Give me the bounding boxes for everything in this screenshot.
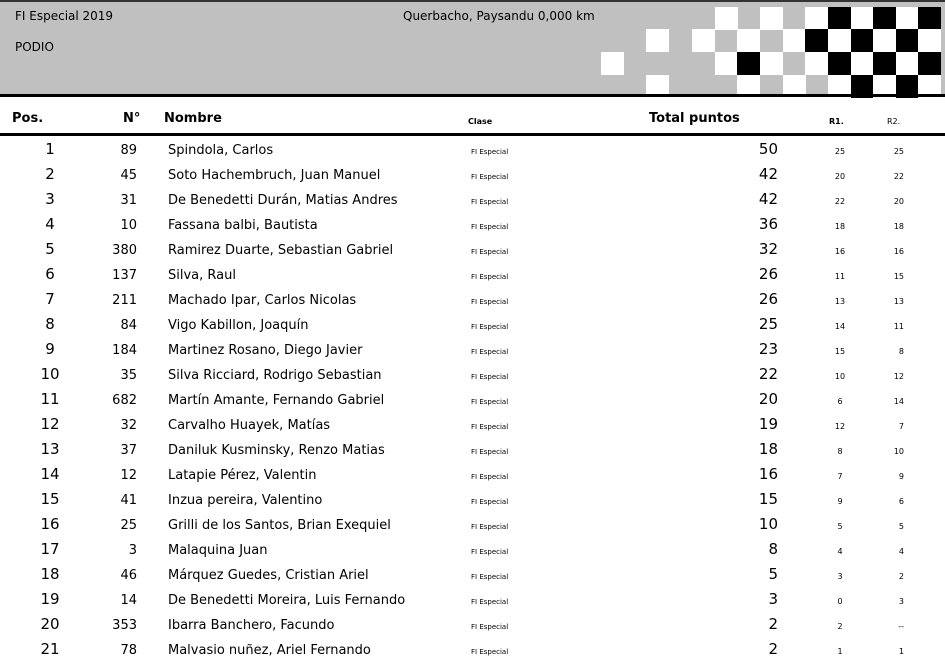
col-r2: R2. bbox=[887, 117, 901, 126]
cell-total: 3 bbox=[768, 590, 778, 608]
cell-clase: FI Especial bbox=[471, 173, 509, 181]
cell-r2: 18 bbox=[893, 222, 904, 231]
cell-clase: FI Especial bbox=[471, 223, 509, 231]
checker-black-square bbox=[828, 7, 851, 30]
cell-num: 46 bbox=[120, 568, 137, 583]
cell-r1: 7 bbox=[837, 472, 843, 481]
cell-r1: 16 bbox=[834, 247, 846, 256]
cell-num: 137 bbox=[112, 268, 137, 283]
checker-white-square bbox=[737, 29, 760, 52]
cell-r2: 2 bbox=[898, 572, 904, 581]
checker-white-square bbox=[601, 52, 624, 75]
checker-black-square bbox=[737, 52, 760, 75]
cell-clase: FI Especial bbox=[471, 248, 509, 256]
cell-r2: 11 bbox=[893, 322, 904, 331]
cell-r1: 14 bbox=[834, 322, 846, 331]
cell-clase: FI Especial bbox=[471, 298, 509, 306]
cell-r1: 10 bbox=[834, 372, 846, 381]
table-row bbox=[0, 540, 945, 571]
cell-clase: FI Especial bbox=[471, 498, 509, 506]
table-row bbox=[0, 315, 945, 346]
checker-white-square bbox=[896, 52, 919, 75]
cell-name: Silva Ricciard, Rodrigo Sebastian bbox=[168, 368, 382, 383]
cell-pos: 10 bbox=[40, 365, 60, 383]
cell-clase: FI Especial bbox=[471, 648, 509, 656]
cell-name: Ramirez Duarte, Sebastian Gabriel bbox=[168, 243, 394, 258]
checker-white-square bbox=[805, 52, 828, 75]
checker-black-square bbox=[828, 52, 851, 75]
report-header bbox=[0, 0, 945, 94]
cell-name: De Benedetti Moreira, Luis Fernando bbox=[168, 593, 406, 608]
cell-name: Soto Hachembruch, Juan Manuel bbox=[168, 168, 381, 183]
cell-num: 353 bbox=[112, 618, 137, 633]
checker-white-square bbox=[896, 7, 919, 30]
table-row bbox=[0, 240, 945, 271]
cell-total: 19 bbox=[758, 415, 778, 433]
checker-white-square bbox=[918, 29, 941, 52]
cell-num: 211 bbox=[112, 293, 137, 308]
cell-r1: 15 bbox=[834, 347, 846, 356]
cell-r1: 13 bbox=[834, 297, 846, 306]
checker-black-square bbox=[805, 29, 828, 52]
cell-total: 26 bbox=[758, 265, 778, 283]
cell-r2: 1 bbox=[898, 647, 904, 656]
checker-white-square bbox=[715, 7, 738, 30]
cell-name: Spindola, Carlos bbox=[168, 143, 274, 158]
cell-total: 10 bbox=[758, 515, 778, 533]
cell-clase: FI Especial bbox=[471, 423, 509, 431]
cell-pos: 8 bbox=[45, 315, 55, 333]
cell-pos: 4 bbox=[45, 215, 55, 233]
cell-pos: 13 bbox=[40, 440, 60, 458]
cell-num: 45 bbox=[120, 168, 137, 183]
cell-clase: FI Especial bbox=[471, 198, 509, 206]
cell-total: 18 bbox=[758, 440, 778, 458]
table-row bbox=[0, 615, 945, 646]
checker-white-square bbox=[646, 29, 669, 52]
cell-name: De Benedetti Durán, Matias Andres bbox=[168, 193, 398, 208]
cell-pos: 6 bbox=[45, 265, 55, 283]
table-header-divider bbox=[0, 133, 945, 136]
cell-name: Márquez Guedes, Cristian Ariel bbox=[168, 568, 369, 583]
table-row bbox=[0, 465, 945, 496]
cell-clase: FI Especial bbox=[471, 348, 509, 356]
cell-r1: 20 bbox=[834, 172, 846, 181]
cell-pos: 16 bbox=[40, 515, 60, 533]
checker-black-square bbox=[918, 52, 941, 75]
cell-name: Machado Ipar, Carlos Nicolas bbox=[168, 293, 357, 308]
cell-name: Malvasio nuñez, Ariel Fernando bbox=[168, 643, 371, 658]
table-row bbox=[0, 640, 945, 671]
cell-r1: 22 bbox=[834, 197, 846, 206]
cell-total: 8 bbox=[768, 540, 778, 558]
table-row bbox=[0, 190, 945, 221]
checker-white-square bbox=[873, 29, 896, 52]
checker-white-square bbox=[805, 7, 828, 30]
cell-name: Latapie Pérez, Valentin bbox=[168, 468, 317, 483]
cell-total: 20 bbox=[758, 390, 778, 408]
cell-num: 10 bbox=[120, 218, 137, 233]
cell-r2: 14 bbox=[893, 397, 904, 406]
cell-total: 25 bbox=[758, 315, 778, 333]
cell-pos: 15 bbox=[40, 490, 60, 508]
cell-clase: FI Especial bbox=[471, 148, 509, 156]
cell-r2: 12 bbox=[893, 372, 904, 381]
checker-white-square bbox=[760, 7, 783, 30]
cell-clase: FI Especial bbox=[471, 398, 509, 406]
cell-num: 78 bbox=[120, 643, 137, 658]
event-location: Querbacho, Paysandu 0,000 km bbox=[403, 9, 595, 23]
cell-total: 15 bbox=[758, 490, 778, 508]
table-row bbox=[0, 440, 945, 471]
cell-name: Martinez Rosano, Diego Javier bbox=[168, 343, 363, 358]
cell-r1: 12 bbox=[834, 422, 846, 431]
cell-clase: FI Especial bbox=[471, 598, 509, 606]
cell-r1: 11 bbox=[834, 272, 846, 281]
cell-total: 50 bbox=[758, 140, 778, 158]
cell-pos: 11 bbox=[40, 390, 60, 408]
cell-num: 32 bbox=[120, 418, 137, 433]
cell-total: 2 bbox=[768, 640, 778, 658]
cell-r2: 7 bbox=[898, 422, 904, 431]
cell-num: 37 bbox=[120, 443, 137, 458]
cell-total: 36 bbox=[758, 215, 778, 233]
checker-black-square bbox=[896, 29, 919, 52]
table-row bbox=[0, 565, 945, 596]
cell-r1: 2 bbox=[837, 622, 843, 631]
cell-num: 3 bbox=[128, 543, 137, 558]
cell-num: 184 bbox=[112, 343, 137, 358]
cell-r1: 6 bbox=[837, 397, 843, 406]
checkered-flag-graphic bbox=[601, 7, 941, 96]
col-pos: Pos. bbox=[12, 111, 44, 126]
cell-pos: 7 bbox=[45, 290, 55, 308]
checker-white-square bbox=[828, 29, 851, 52]
cell-pos: 1 bbox=[45, 140, 55, 158]
cell-clase: FI Especial bbox=[471, 373, 509, 381]
checker-black-square bbox=[918, 7, 941, 30]
cell-total: 32 bbox=[758, 240, 778, 258]
cell-name: Fassana balbi, Bautista bbox=[168, 218, 318, 233]
checker-white-square bbox=[783, 29, 806, 52]
cell-r2: 10 bbox=[893, 447, 904, 456]
cell-r2: 6 bbox=[898, 497, 904, 506]
table-row bbox=[0, 365, 945, 396]
cell-num: 31 bbox=[120, 193, 137, 208]
cell-clase: FI Especial bbox=[471, 573, 509, 581]
cell-name: Ibarra Banchero, Facundo bbox=[168, 618, 335, 633]
table-row bbox=[0, 390, 945, 421]
checker-white-square bbox=[851, 7, 874, 30]
cell-pos: 14 bbox=[40, 465, 60, 483]
checker-white-square bbox=[851, 52, 874, 75]
cell-name: Grilli de los Santos, Brian Exequiel bbox=[168, 518, 391, 533]
cell-r1: 1 bbox=[837, 647, 843, 656]
cell-total: 5 bbox=[768, 565, 778, 583]
event-title: FI Especial 2019 bbox=[15, 9, 114, 23]
cell-r2: 9 bbox=[898, 472, 904, 481]
cell-total: 42 bbox=[758, 165, 778, 183]
header-divider bbox=[0, 94, 945, 97]
cell-pos: 21 bbox=[40, 640, 60, 658]
cell-total: 22 bbox=[758, 365, 778, 383]
cell-r2: 25 bbox=[893, 147, 904, 156]
cell-r2: -- bbox=[898, 622, 904, 631]
checker-black-square bbox=[873, 52, 896, 75]
cell-clase: FI Especial bbox=[471, 548, 509, 556]
cell-num: 12 bbox=[120, 468, 137, 483]
table-row bbox=[0, 265, 945, 296]
cell-r1: 4 bbox=[837, 547, 843, 556]
cell-clase: FI Especial bbox=[471, 323, 509, 331]
cell-r2: 16 bbox=[893, 247, 904, 256]
cell-num: 380 bbox=[112, 243, 137, 258]
cell-r1: 3 bbox=[837, 572, 843, 581]
table-row bbox=[0, 215, 945, 246]
cell-total: 26 bbox=[758, 290, 778, 308]
cell-num: 41 bbox=[120, 493, 137, 508]
checker-white-square bbox=[760, 52, 783, 75]
table-row bbox=[0, 590, 945, 621]
cell-r1: 8 bbox=[837, 447, 843, 456]
cell-total: 42 bbox=[758, 190, 778, 208]
cell-num: 89 bbox=[120, 143, 137, 158]
col-r1: R1. bbox=[829, 117, 844, 126]
cell-clase: FI Especial bbox=[471, 448, 509, 456]
cell-r1: 5 bbox=[837, 522, 843, 531]
col-num: N° bbox=[123, 111, 141, 126]
cell-r2: 15 bbox=[893, 272, 904, 281]
table-row bbox=[0, 340, 945, 371]
cell-name: Daniluk Kusminsky, Renzo Matias bbox=[168, 443, 385, 458]
cell-num: 25 bbox=[120, 518, 137, 533]
cell-pos: 9 bbox=[45, 340, 55, 358]
cell-pos: 12 bbox=[40, 415, 60, 433]
table-row bbox=[0, 140, 945, 171]
cell-pos: 20 bbox=[40, 615, 60, 633]
table-row bbox=[0, 290, 945, 321]
cell-r2: 8 bbox=[898, 347, 904, 356]
cell-num: 84 bbox=[120, 318, 137, 333]
cell-r2: 5 bbox=[898, 522, 904, 531]
cell-num: 35 bbox=[120, 368, 137, 383]
cell-name: Silva, Raul bbox=[168, 268, 236, 283]
cell-pos: 18 bbox=[40, 565, 60, 583]
cell-r2: 22 bbox=[893, 172, 904, 181]
cell-name: Martín Amante, Fernando Gabriel bbox=[168, 393, 385, 408]
cell-name: Inzua pereira, Valentino bbox=[168, 493, 323, 508]
cell-clase: FI Especial bbox=[471, 523, 509, 531]
cell-pos: 17 bbox=[40, 540, 60, 558]
cell-clase: FI Especial bbox=[471, 473, 509, 481]
checker-white-square bbox=[692, 29, 715, 52]
cell-r2: 3 bbox=[898, 597, 904, 606]
cell-r2: 4 bbox=[898, 547, 904, 556]
cell-total: 2 bbox=[768, 615, 778, 633]
cell-num: 14 bbox=[120, 593, 137, 608]
cell-total: 16 bbox=[758, 465, 778, 483]
cell-r1: 9 bbox=[837, 497, 843, 506]
table-row bbox=[0, 515, 945, 546]
checker-black-square bbox=[851, 29, 874, 52]
cell-clase: FI Especial bbox=[471, 623, 509, 631]
table-row bbox=[0, 490, 945, 521]
cell-name: Vigo Kabillon, Joaquín bbox=[168, 318, 309, 333]
cell-pos: 2 bbox=[45, 165, 55, 183]
cell-r1: 0 bbox=[837, 597, 843, 606]
cell-r1: 25 bbox=[834, 147, 846, 156]
cell-name: Carvalho Huayek, Matías bbox=[168, 418, 331, 433]
col-total: Total puntos bbox=[649, 111, 740, 126]
report-subtitle: PODIO bbox=[15, 40, 54, 54]
table-row bbox=[0, 415, 945, 446]
cell-pos: 5 bbox=[45, 240, 55, 258]
table-row bbox=[0, 165, 945, 196]
cell-total: 23 bbox=[758, 340, 778, 358]
cell-name: Malaquina Juan bbox=[168, 543, 268, 558]
cell-clase: FI Especial bbox=[471, 273, 509, 281]
cell-r2: 20 bbox=[893, 197, 904, 206]
col-clase: Clase bbox=[468, 117, 493, 126]
cell-pos: 19 bbox=[40, 590, 60, 608]
col-name: Nombre bbox=[164, 111, 222, 126]
cell-num: 682 bbox=[112, 393, 137, 408]
cell-r1: 18 bbox=[834, 222, 846, 231]
cell-pos: 3 bbox=[45, 190, 55, 208]
cell-r2: 13 bbox=[893, 297, 904, 306]
checker-black-square bbox=[873, 7, 896, 30]
checker-white-square bbox=[715, 52, 738, 75]
